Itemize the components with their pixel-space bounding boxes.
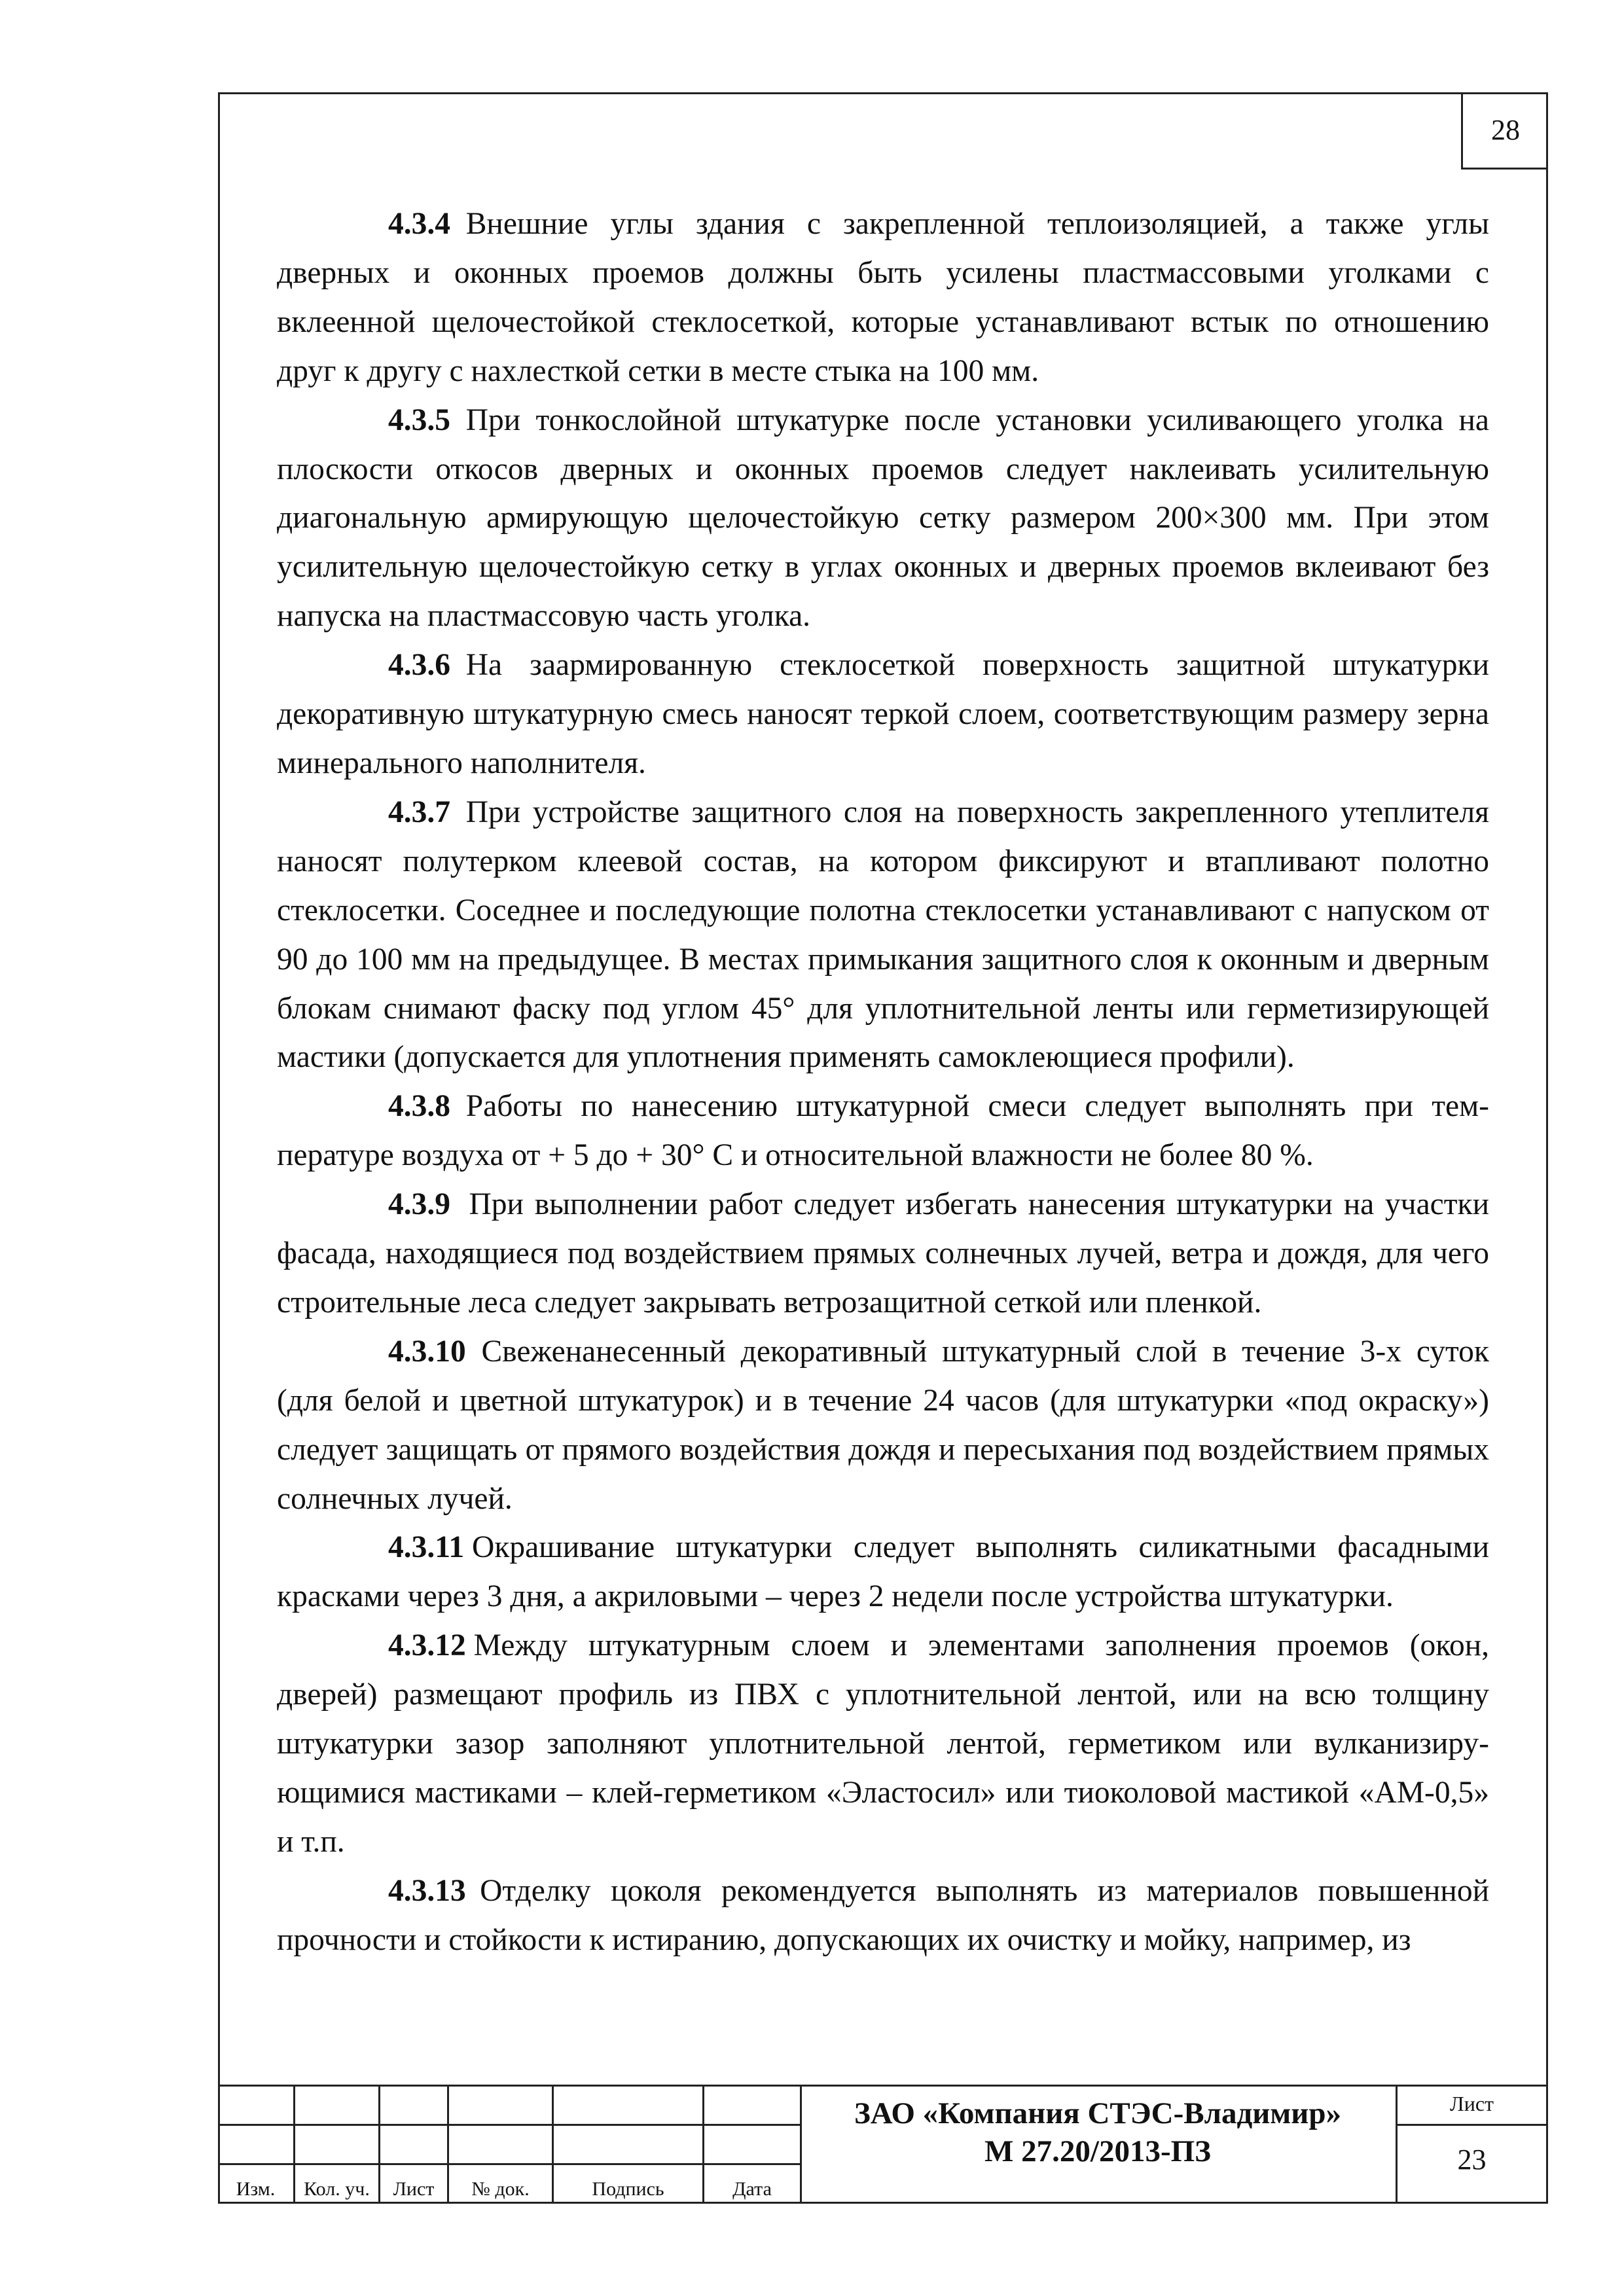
paragraph-text: На заармированную стеклосеткой поверхность защитной штукатурки декоративную штукатурную смесь наносят теркой слоем, соответствующим размеру зерна минерального наполнителя. — [277, 648, 1489, 780]
paragraph-4-3-5 — [277, 396, 1489, 641]
paragraph-text: Между штукатурным слоем и элементами заполнения проемов (окон, дверей) размещают профиль из ПВХ с уплотнительной лентой, или на всю толщину штукатурки зазор заполняют уплотнительной лентой, герметиком или вулканизирующимися мастиками – клей-герметиком «Эластосил» или тиоколовой мастикой «АМ-0,5» и т.п. — [277, 1628, 1489, 1859]
paragraph-4-3-9 — [277, 1180, 1489, 1327]
paragraph-4-3-8 — [277, 1082, 1489, 1180]
clause-number: 4.3.12 — [388, 1628, 466, 1663]
clause-number: 4.3.7 — [388, 795, 450, 829]
paragraph-4-3-6 — [277, 641, 1489, 788]
page-number: 28 — [1491, 114, 1520, 146]
stamp-label-date: Дата — [732, 2178, 772, 2200]
organization-title — [800, 2094, 1396, 2170]
stamp-row-line — [218, 2163, 801, 2165]
clause-number: 4.3.4 — [388, 207, 450, 241]
page-number-box — [1461, 92, 1548, 170]
sheet-label: Лист — [1449, 2092, 1494, 2115]
paragraph-4-3-4 — [277, 200, 1489, 396]
document-code: М 27.20/2013-ПЗ — [984, 2134, 1211, 2168]
stamp-label-sheet: Лист — [393, 2178, 435, 2200]
clause-number: 4.3.9 — [388, 1187, 450, 1222]
paragraph-text: Внешние углы здания с закрепленной теплоизоляцией, а также углы дверных и оконных проемов должны быть усилены пластмассовыми уголками с вклеенной щелочестойкой стеклосеткой, которые устанавливают встык по отношению друг к другу с нахлесткой сетки в месте стыка на 100 мм. — [277, 207, 1489, 388]
stamp-label-count: Кол. уч. — [304, 2178, 370, 2200]
clause-number: 4.3.8 — [388, 1089, 450, 1124]
sheet-number: 23 — [1457, 2144, 1487, 2176]
clause-number: 4.3.6 — [388, 648, 450, 683]
stamp-row-line — [1396, 2124, 1548, 2126]
paragraph-4-3-13 — [277, 1867, 1489, 1965]
clause-number: 4.3.11 — [388, 1530, 465, 1565]
organization-name: ЗАО «Компания СТЭС-Владимир» — [854, 2096, 1342, 2130]
stamp-label-doc-number: № док. — [471, 2178, 530, 2200]
paragraph-text: Работы по нанесению штукатурной смеси следует выполнять при температуре воздуха от + 5 до + 30° С и относительной влажности не более 80 %. — [277, 1089, 1489, 1173]
document-body — [277, 200, 1489, 1965]
stamp-label-change: Изм. — [236, 2178, 276, 2200]
stamp-row-line — [218, 2124, 801, 2126]
stamp-label-signature: Подпись — [592, 2178, 664, 2200]
clause-number: 4.3.13 — [388, 1873, 466, 1908]
paragraph-4-3-12 — [277, 1621, 1489, 1867]
paragraph-text: При тонкослойной штукатурке после установки усиливающего уголка на плоскости откосов дверных и оконных проемов следует наклеивать усилительную диагональную армирующую щелочестойкую сетку размером 200×300 мм. При этом усилительную щелочестойкую сетку в углах оконных и дверных проемов вклеивают без напуска на пластмассовую часть уголка. — [277, 403, 1489, 634]
paragraph-text: Свеженанесенный декоративный штукатурный слой в течение 3-х суток (для белой и цветной штукатурок) и в течение 24 часов (для штукатурки «под окраску») следует защищать от прямого воздействия дождя и пересыхания под воздействием прямых солнечных лучей. — [277, 1334, 1489, 1516]
paragraph-4-3-7 — [277, 788, 1489, 1082]
paragraph-text: При устройстве защитного слоя на поверхность закрепленного утеплителя наносят полутерком клеевой состав, на котором фиксируют и втапливают полотно стеклосетки. Соседнее и последующие полотна стеклосетки устанавливают с напуском от 90 до 100 мм на предыдущее. В местах примыкания защитного слоя к оконным и дверным блокам снимают фаску под углом 45° для уплотнительной ленты или герметизирующей мастики (допускается для уплотнения применять самоклеющиеся профили). — [277, 795, 1489, 1075]
paragraph-text: Отделку цоколя рекомендуется выполнять из материалов повышенной прочности и стойкости к истиранию, допускающих их очистку и мойку, например, из — [277, 1873, 1489, 1957]
paragraph-4-3-11 — [277, 1523, 1489, 1621]
clause-number: 4.3.5 — [388, 403, 450, 437]
paragraph-text: При выполнении работ следует избегать нанесения штукатурки на участки фасада, находящиеся под воздействием прямых солнечных лучей, ветра и дождя, для чего строительные леса следует закрывать ветрозащитной сеткой или пленкой. — [277, 1187, 1489, 1319]
paragraph-4-3-10 — [277, 1327, 1489, 1524]
clause-number: 4.3.10 — [388, 1334, 466, 1369]
paragraph-text: Окрашивание штукатурки следует выполнять силикатными фасадными красками через 3 дня, а акриловыми – через 2 недели после устройства штукатурки. — [277, 1530, 1489, 1614]
